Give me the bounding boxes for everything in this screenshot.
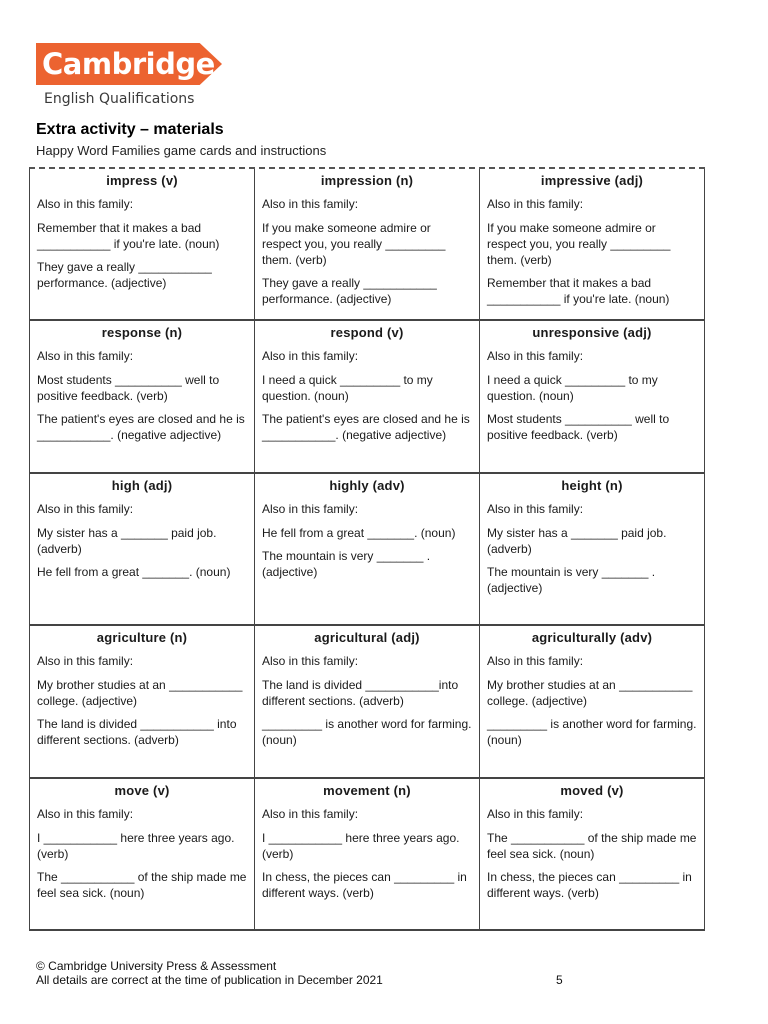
card-sentence: The patient's eyes are closed and he is ___________. (negative adjective) <box>37 412 245 443</box>
card-title: highly (adv) <box>329 477 405 493</box>
card-sentence: He fell from a great _______. (noun) <box>262 525 456 540</box>
card-title: moved (v) <box>560 782 624 798</box>
word-card <box>255 474 480 626</box>
word-card <box>480 474 705 626</box>
word-card <box>480 169 705 321</box>
page-subtitle: Happy Word Families game cards and instructions <box>36 143 327 158</box>
card-family-label: Also in this family: <box>262 501 359 516</box>
card-sentence: I need a quick _________ to my question. (noun) <box>487 373 658 404</box>
page-title: Extra activity – materials <box>36 121 224 138</box>
word-card <box>30 474 255 626</box>
card-title: response (n) <box>101 325 183 341</box>
card-sentence: Remember that it makes a bad ___________ if you're late. (noun) <box>487 276 670 306</box>
card-title: agriculture (n) <box>96 630 188 646</box>
card-family-label: Also in this family: <box>37 349 134 364</box>
card-family-label: Also in this family: <box>262 197 359 211</box>
card-sentence: My brother studies at an ___________ college. (adjective) <box>37 678 243 709</box>
card-family-label: Also in this family: <box>262 654 359 669</box>
footer-publication-note: All details are correct at the time of publication in December 2021 <box>36 973 383 987</box>
word-card <box>255 169 480 321</box>
card-sentence: The ___________ of the ship made me feel sea sick. (noun) <box>37 869 247 900</box>
word-card <box>255 779 480 931</box>
card-family-label: Also in this family: <box>487 654 584 669</box>
card-sentence: I ___________ here three years ago. (verb) <box>262 830 460 861</box>
word-card <box>255 626 480 778</box>
page-number: 5 <box>556 973 563 987</box>
card-family-label: Also in this family: <box>487 806 584 821</box>
card-sentence: My sister has a _______ paid job. (adverb) <box>487 525 667 556</box>
card-title: high (adj) <box>111 477 173 493</box>
card-sentence: I need a quick _________ to my question. (noun) <box>262 373 433 404</box>
card-sentence: Remember that it makes a bad ___________ if you're late. (noun) <box>37 221 220 251</box>
card-sentence: I ___________ here three years ago. (verb) <box>37 830 235 861</box>
card-title: impression (n) <box>320 173 414 188</box>
card-title: height (n) <box>561 477 623 493</box>
card-title: unresponsive (adj) <box>532 325 652 341</box>
card-sentence: Most students __________ well to positive feedback. (verb) <box>487 412 670 443</box>
card-family-label: Also in this family: <box>37 806 134 821</box>
word-card <box>480 626 705 778</box>
card-title: respond (v) <box>330 325 404 341</box>
card-family-label: Also in this family: <box>37 197 134 211</box>
card-family-label: Also in this family: <box>487 197 584 211</box>
card-sentence: The land is divided ___________into different sections. (adverb) <box>262 678 459 709</box>
card-sentence: _________ is another word for farming. (noun) <box>262 717 472 748</box>
footer-copyright: © Cambridge University Press & Assessment <box>36 959 277 973</box>
card-sentence: My sister has a _______ paid job. (adverb) <box>37 525 217 556</box>
card-sentence: They gave a really ___________ performance. (adjective) <box>262 276 437 306</box>
word-card <box>480 321 705 473</box>
card-title: move (v) <box>114 782 170 798</box>
logo-brand-subtitle: English Qualifications <box>44 91 195 107</box>
cambridge-logo <box>36 43 236 113</box>
logo-brand-name: Cambridge <box>42 47 215 81</box>
word-card <box>480 779 705 931</box>
card-sentence: If you make someone admire or respect you, you really _________ them. (verb) <box>487 221 671 267</box>
card-sentence: The mountain is very _______ . (adjective) <box>262 548 431 579</box>
card-family-label: Also in this family: <box>487 501 584 516</box>
word-card <box>255 321 480 473</box>
card-sentence: The ___________ of the ship made me feel sea sick. (noun) <box>487 830 697 861</box>
card-family-label: Also in this family: <box>37 501 134 516</box>
word-card <box>30 169 255 321</box>
word-card-grid <box>29 167 705 931</box>
card-family-label: Also in this family: <box>262 806 359 821</box>
card-family-label: Also in this family: <box>37 654 134 669</box>
card-sentence: They gave a really ___________ performance. (adjective) <box>37 260 212 290</box>
card-title: agriculturally (adv) <box>531 630 653 646</box>
word-card <box>30 779 255 931</box>
card-sentence: In chess, the pieces can _________ in different ways. (verb) <box>487 869 692 900</box>
card-family-label: Also in this family: <box>487 349 584 364</box>
card-title: movement (n) <box>323 782 411 798</box>
card-family-label: Also in this family: <box>262 349 359 364</box>
card-sentence: My brother studies at an ___________ college. (adjective) <box>487 678 693 709</box>
card-sentence: If you make someone admire or respect you, you really _________ them. (verb) <box>262 221 446 267</box>
card-title: impress (v) <box>106 173 178 188</box>
word-card <box>30 626 255 778</box>
card-sentence: _________ is another word for farming. (noun) <box>487 717 697 748</box>
card-title: impressive (adj) <box>540 173 644 188</box>
card-title: agricultural (adj) <box>314 630 420 646</box>
card-sentence: The land is divided ___________ into different sections. (adverb) <box>37 717 237 748</box>
card-sentence: The patient's eyes are closed and he is ___________. (negative adjective) <box>262 412 470 443</box>
card-sentence: He fell from a great _______. (noun) <box>37 564 231 579</box>
word-card <box>30 321 255 473</box>
card-sentence: Most students __________ well to positive feedback. (verb) <box>37 373 220 404</box>
card-sentence: The mountain is very _______ . (adjective) <box>487 564 656 595</box>
card-sentence: In chess, the pieces can _________ in different ways. (verb) <box>262 869 467 900</box>
